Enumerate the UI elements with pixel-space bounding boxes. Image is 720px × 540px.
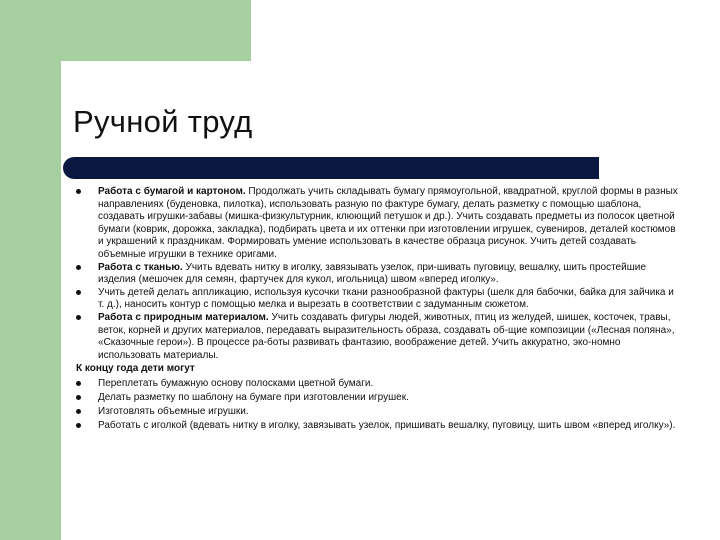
bullet-applique xyxy=(76,287,678,312)
outcome-item xyxy=(76,420,678,433)
bullet-dot-icon xyxy=(76,290,81,295)
bullet-dot-icon xyxy=(76,423,81,428)
bullet-dot-icon xyxy=(76,409,81,414)
outcome-item xyxy=(76,378,678,391)
outcome-text: Изготовлять объемные игрушки. xyxy=(98,406,249,418)
slide-title: Ручной труд xyxy=(73,104,253,139)
bullet-text: Продолжать учить складывать бумагу прямоугольной, квадратной, круглой формы в разных направлениях (буденовка, пилотка), использовать разную по фактуре бумагу, делать разметку с помощью шаблона, создавать игрушки-забавы (мишка-физкультурник, клюющий петушок и др.). Учить создавать предметы из полосок цветной бумаги (коврик, дорожка, закладка), подбирать цвета и их оттенки при изготовлении игрушек, сувениров, деталей костюмов и украшений к праздникам. Формировать умение использовать в качестве образца рисунок. Учить детей создавать объемные игрушки в технике оригами. xyxy=(98,186,678,260)
bullet-dot-icon xyxy=(76,265,81,270)
bullet-text: Учить создавать фигуры людей, животных, птиц из желудей, шишек, косточек, травы, веток, корней и других материалов, передавать выразительность образа, создавать об-щие композиции («Лесная поляна», «Сказочные герои»). В процессе ра-боты развивать фантазию, воображение детей. Учить аккуратно, эко-номно использовать материалы. xyxy=(98,311,675,361)
title-underline-bar xyxy=(63,157,599,179)
slide-body xyxy=(76,186,678,434)
bullet-lead: Работа с природным материалом. xyxy=(98,311,269,323)
bullet-text: Учить детей делать аппликацию, используя кусочки ткани разнообразной фактуры (шелк для бабочки, байка для зайчика и т. д.), наносить контур с помощью мелка и вырезать в соответствии с задуманным сюжетом. xyxy=(98,286,674,311)
bullet-natural xyxy=(76,312,678,362)
outcome-item xyxy=(76,392,678,405)
outcome-item xyxy=(76,406,678,419)
outcomes-list xyxy=(76,378,678,433)
bullet-lead: Работа с бумагой и картоном. xyxy=(98,186,246,197)
bullet-fabric xyxy=(76,262,678,287)
bullet-dot-icon xyxy=(76,395,81,400)
outcome-text: Переплетать бумажную основу полосками цветной бумаги. xyxy=(98,377,374,389)
bullet-lead: Работа с тканью. xyxy=(98,261,183,273)
green-side-band xyxy=(0,0,61,540)
green-top-band xyxy=(61,0,251,61)
bullet-dot-icon xyxy=(76,189,81,194)
bullet-paper xyxy=(76,186,678,262)
bullet-dot-icon xyxy=(76,315,81,320)
bullet-text: Учить вдевать нитку в иголку, завязывать узелок, при-шивать пуговицу, вешалку, шить простейшие изделия (мешочек для семян, фартучек для кукол, игольница) швом «вперед иголку». xyxy=(98,261,646,286)
bullet-dot-icon xyxy=(76,381,81,386)
outcomes-heading: К концу года дети могут xyxy=(76,363,195,375)
outcome-text: Работать с иголкой (вдевать нитку в иголку, завязывать узелок, пришивать вешалку, пуговицу, шить швом «вперед иголку»). xyxy=(98,420,676,432)
outcome-text: Делать разметку по шаблону на бумаге при изготовлении игрушек. xyxy=(98,392,409,403)
